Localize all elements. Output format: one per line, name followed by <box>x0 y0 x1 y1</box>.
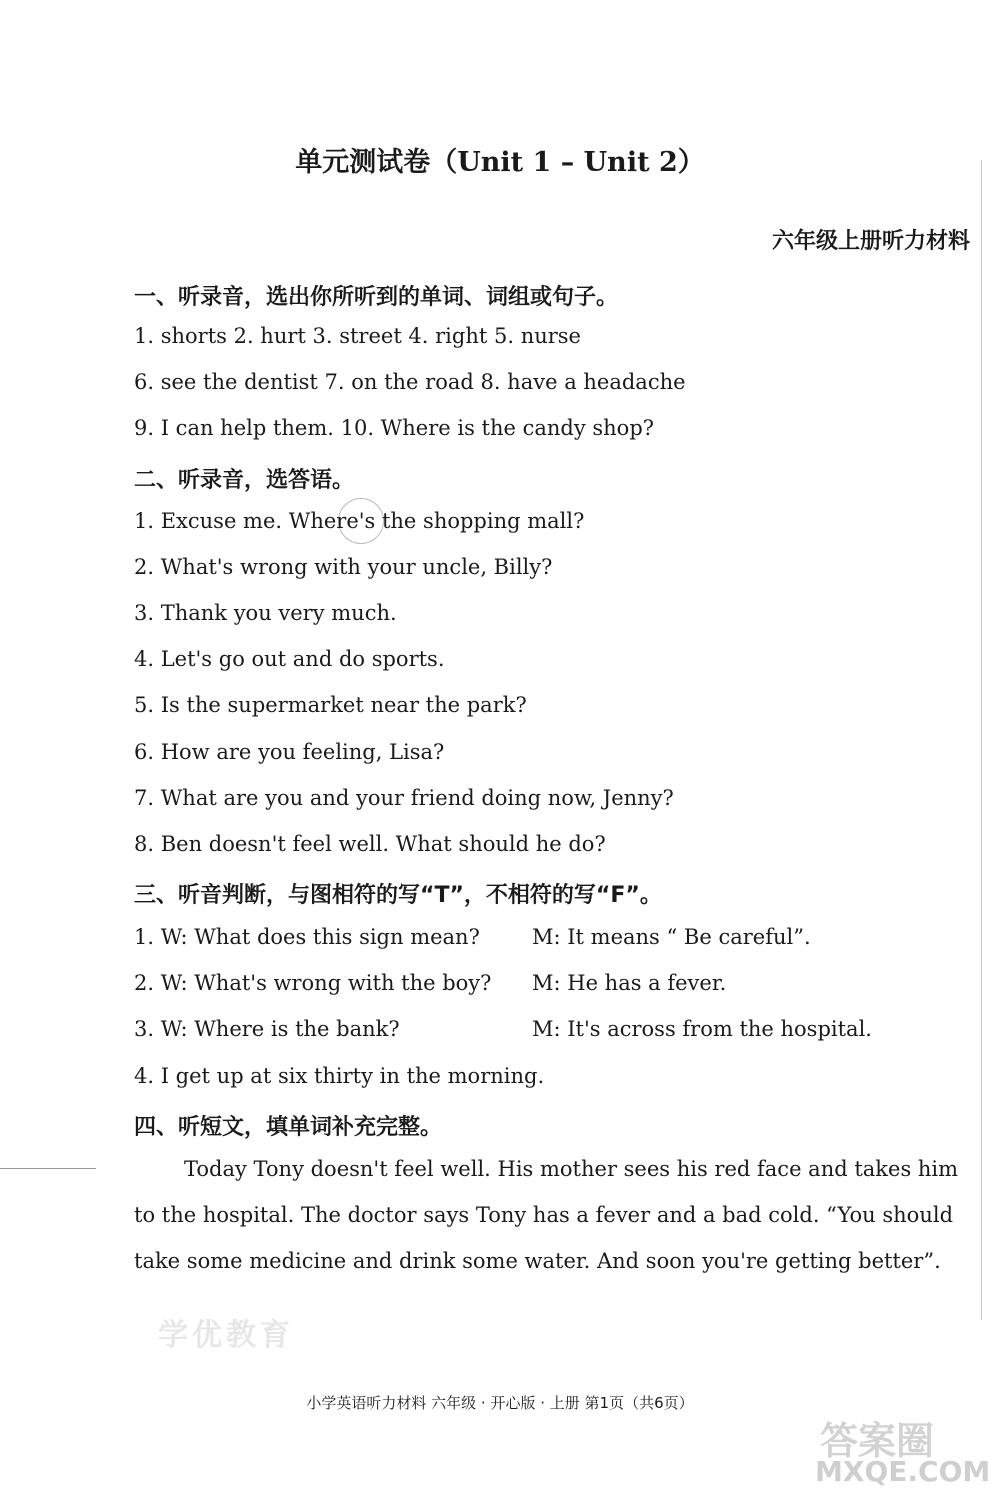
page-footer: 小学英语听力材料 六年级 · 开心版 · 上册 第1页（共6页） <box>306 1394 694 1412</box>
section-1-line: 6. see the dentist 7. on the road 8. have a headache <box>134 370 686 394</box>
dialog-w-line: 2. W: What's wrong with the boy? <box>134 971 492 995</box>
dialog-w-line: 3. W: Where is the bank? <box>134 1017 400 1041</box>
section-2-line: 6. How are you feeling, Lisa? <box>134 740 445 764</box>
section-2-heading: 二、听录音，选答语。 <box>134 468 355 493</box>
section-3-line: 4. I get up at six thirty in the morning. <box>134 1064 545 1088</box>
watermark-text: 学优教育 <box>158 1318 294 1353</box>
watermark-text: 答案圈 <box>820 1419 935 1463</box>
passage-paragraph: Today Tony doesn't feel well. His mother sees his red face and takes him to the hospital. The doctor says Tony has a fever and a bad cold. “You should take some medicine and drink some water. And soon you're getting better”. <box>134 1157 959 1273</box>
dialog-m-line: M: It means “ Be careful”. <box>532 925 811 949</box>
page-subtitle: 六年级上册听力材料 <box>771 229 970 254</box>
section-2-line: 7. What are you and your friend doing now, Jenny? <box>134 786 674 810</box>
section-2-line: 8. Ben doesn't feel well. What should he do? <box>134 832 606 856</box>
page-title: 单元测试卷（Unit 1 – Unit 2） <box>295 147 705 178</box>
watermark-logo <box>158 1310 294 1354</box>
section-1-line: 9. I can help them. 10. Where is the candy shop? <box>134 416 655 440</box>
section-1-heading: 一、听录音，选出你所听到的单词、词组或句子。 <box>134 285 619 310</box>
section-2-line: 4. Let's go out and do sports. <box>134 647 445 671</box>
watermark-url <box>815 1455 990 1488</box>
section-2-line: 3. Thank you very much. <box>134 601 397 625</box>
dialog-m-line: M: He has a fever. <box>532 971 727 995</box>
watermark-text: MXQE.COM <box>815 1455 991 1488</box>
dialog-w-line: 1. W: What does this sign mean? <box>134 925 480 949</box>
section-4-heading: 四、听短文，填单词补充完整。 <box>134 1115 443 1140</box>
section-3-heading: 三、听音判断，与图相符的写“T”，不相符的写“F”。 <box>134 883 662 908</box>
section-1-line: 1. shorts 2. hurt 3. street 4. right 5. nurse <box>134 324 581 348</box>
page-edge-rule <box>981 160 982 1320</box>
section-2-line: 1. Excuse me. Where's the shopping mall? <box>134 509 585 533</box>
section-2-line: 2. What's wrong with your uncle, Billy? <box>134 555 553 579</box>
dialog-m-line: M: It's across from the hospital. <box>532 1017 872 1041</box>
section-2-line: 5. Is the supermarket near the park? <box>134 693 527 717</box>
answer-line <box>0 1168 96 1169</box>
